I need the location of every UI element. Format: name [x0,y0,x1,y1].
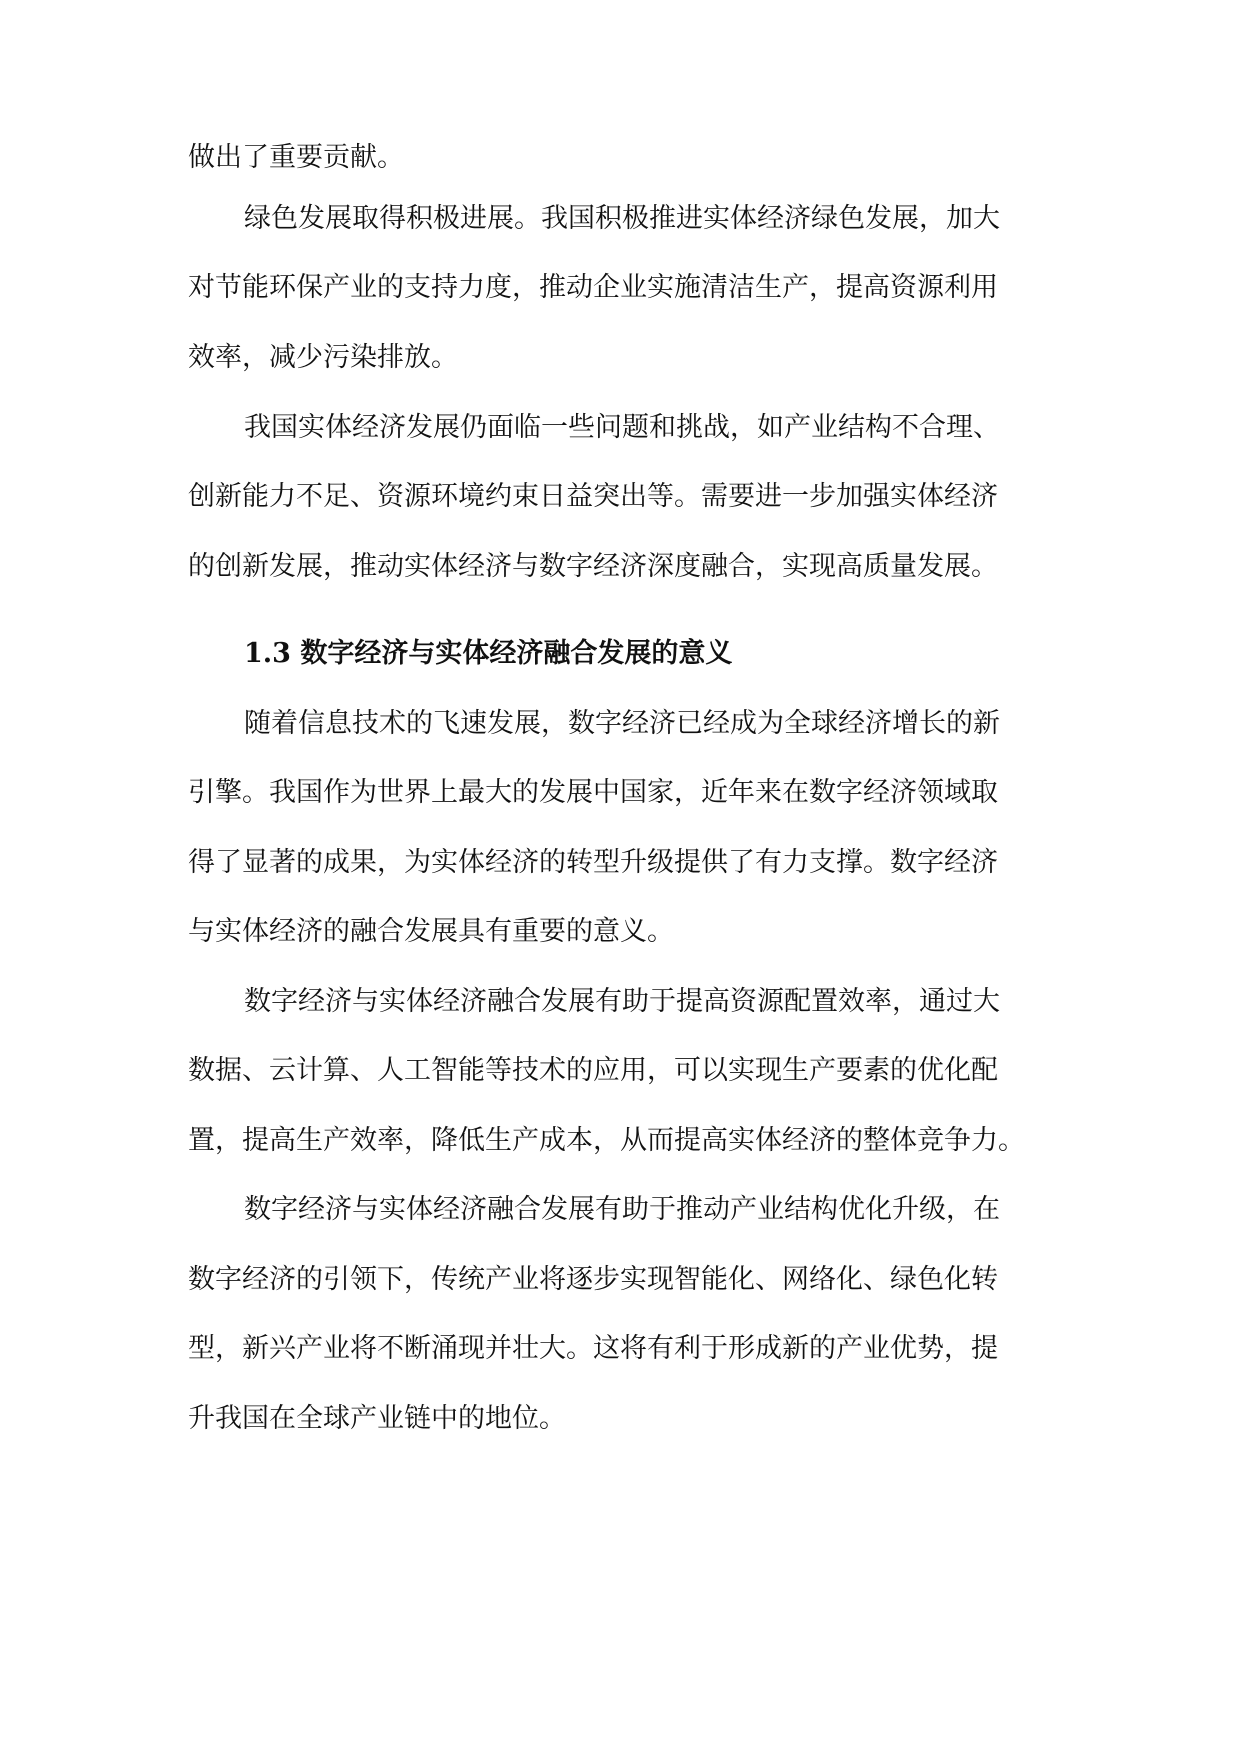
text-line: 的创新发展，推动实体经济与数字经济深度融合，实现高质量发展。 [188,551,998,582]
text-line: 数字经济的引领下，传统产业将逐步实现智能化、网络化、绿色化转 [188,1264,998,1295]
text-line: 效率，减少污染排放。 [188,342,458,373]
text-line: 升我国在全球产业链中的地位。 [188,1403,566,1434]
text-line: 对节能环保产业的支持力度，推动企业实施清洁生产，提高资源利用 [188,272,998,303]
text-line: 数字经济与实体经济融合发展有助于提高资源配置效率，通过大 [244,986,1000,1017]
text-line: 引擎。我国作为世界上最大的发展中国家，近年来在数字经济领域取 [188,777,998,808]
text-line: 随着信息技术的飞速发展，数字经济已经成为全球经济增长的新 [244,708,1000,739]
section-heading: 1.3 数字经济与实体经济融合发展的意义 [244,638,733,669]
text-line: 创新能力不足、资源环境约束日益突出等。需要进一步加强实体经济 [188,481,998,512]
text-line: 绿色发展取得积极进展。我国积极推进实体经济绿色发展，加大 [244,203,1000,234]
text-line: 做出了重要贡献。 [188,142,404,173]
text-line: 得了显著的成果，为实体经济的转型升级提供了有力支撑。数字经济 [188,847,998,878]
text-line: 数据、云计算、人工智能等技术的应用，可以实现生产要素的优化配 [188,1055,998,1086]
text-line: 数字经济与实体经济融合发展有助于推动产业结构优化升级，在 [244,1194,1000,1225]
text-line: 置，提高生产效率，降低生产成本，从而提高实体经济的整体竞争力。 [188,1125,1025,1156]
text-line: 型，新兴产业将不断涌现并壮大。这将有利于形成新的产业优势，提 [188,1333,998,1364]
text-line: 与实体经济的融合发展具有重要的意义。 [188,916,674,947]
text-line: 我国实体经济发展仍面临一些问题和挑战，如产业结构不合理、 [244,412,1000,443]
